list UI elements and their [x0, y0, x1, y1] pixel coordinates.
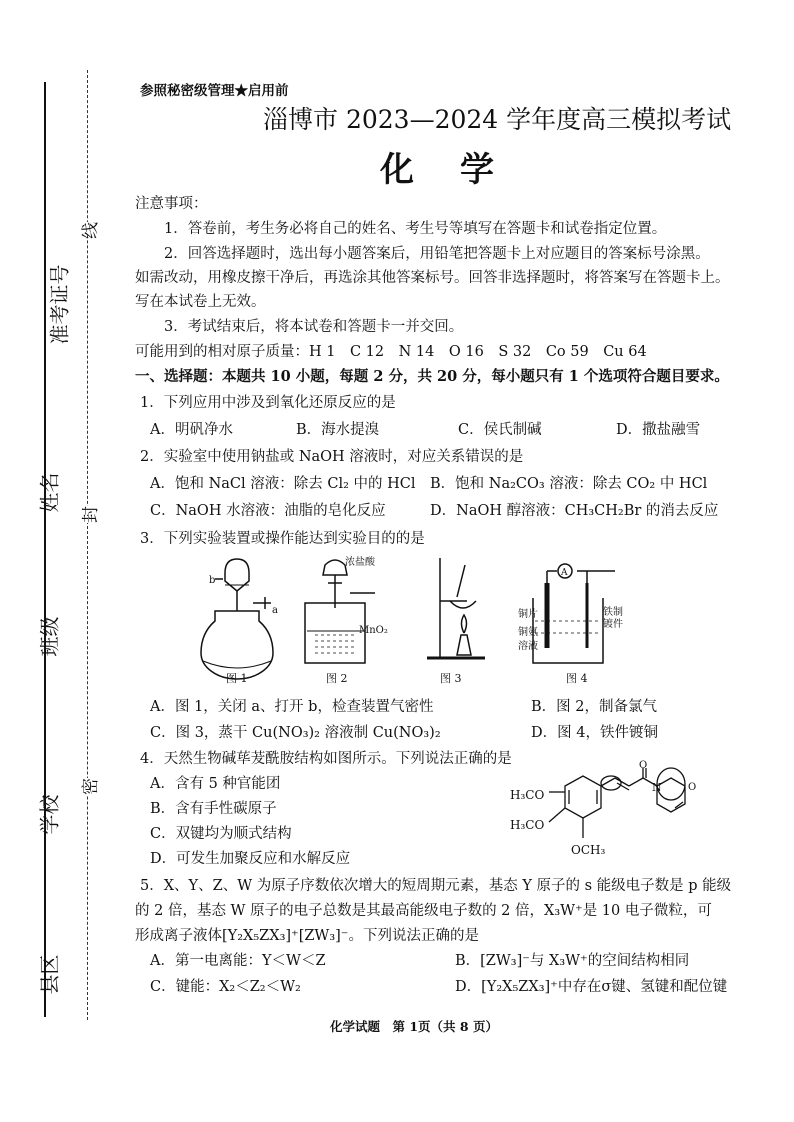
field-school-label: 学校 [37, 794, 62, 835]
binding-line [44, 82, 46, 1017]
q3-option-a: A．图 1，关闭 a、打开 b，检查装置气密性 [150, 699, 434, 715]
section-1-heading: 一、选择题：本题共 10 小题，每题 2 分，共 20 分，每小题只有 1 个选项符合题目要求。 [135, 368, 729, 385]
fig-label-4: 图 4 [566, 672, 588, 685]
q4-option-a: A．含有 5 种官能团 [150, 776, 281, 792]
fig4-label-iron1: 铁制 [603, 607, 623, 618]
page-footer: 化学试题 第 1页（共 8 页） [330, 1019, 498, 1034]
q5-option-c: C．键能：X₂＜Z₂＜W₂ [150, 979, 301, 995]
subject-title: 化 学 [380, 150, 500, 190]
struct-label-n: N [652, 781, 662, 794]
q3-option-c: C．图 3，蒸干 Cu(NO₃)₂ 溶液制 Cu(NO₃)₂ [150, 725, 441, 741]
notice-item-1: 1．答卷前，考生务必将自己的姓名、考生号等填写在答题卡和试卷指定位置。 [164, 221, 667, 237]
q5-option-d: D．[Y₂X₅ZX₃]⁺中存在σ键、氢键和配位键 [455, 979, 728, 995]
field-exam-number-label: 准考证号 [47, 264, 72, 345]
fig-label-3: 图 3 [440, 672, 462, 685]
struct-label-ome-1: H₃CO [510, 788, 545, 802]
fig1-label-b: b [209, 575, 216, 586]
atomic-mass: 可能用到的相对原子质量：H 1 C 12 N 14 O 16 S 32 Co 59 Cu 64 [135, 344, 647, 360]
fig3-apparatus [427, 558, 485, 658]
field-class-label: 班级 [37, 616, 62, 657]
q4-option-b: B．含有手性碳原子 [150, 801, 277, 817]
fig4-ammeter: A [561, 568, 568, 578]
notice-item-3: 3．考试结束后，将本试卷和答题卡一并交回。 [164, 319, 464, 335]
struct-label-o-2: O [688, 782, 697, 793]
fig2-label-acid: 浓盐酸 [345, 557, 375, 568]
q3-option-d: D．图 4，铁件镀铜 [531, 725, 658, 741]
q5-option-b: B．[ZW₃]⁻与 X₃W⁺的空间结构相同 [455, 953, 690, 969]
q2-option-c: C．NaOH 水溶液：油脂的皂化反应 [150, 503, 386, 519]
struct-label-ome-2: H₃CO [510, 818, 545, 832]
fig4-label-iron2: 镀件 [603, 619, 623, 630]
q4-option-c: C．双键均为顺式结构 [150, 826, 292, 842]
q5-line-3: 形成离子液体[Y₂X₅ZX₃]⁺[ZW₃]⁻。下列说法正确的是 [135, 928, 479, 944]
notice-item-2: 2．回答选择题时，选出每小题答案后，用铅笔把答题卡上对应题目的答案标号涂黑。 [164, 246, 710, 262]
fig-label-1: 图 1 [226, 672, 248, 685]
seal-mark-seal: 封 [76, 506, 101, 523]
secret-level: 参照秘密级管理★启用前 [140, 83, 289, 99]
q5-option-a: A．第一电离能：Y＜W＜Z [150, 953, 326, 969]
q5-line-2: 的 2 倍，基态 W 原子的电子总数是其最高能级电子数的 2 倍，X₃W⁺是 10 电子微粒，可 [135, 903, 712, 919]
exam-title: 淄博市 2023—2024 学年度高三模拟考试 [263, 105, 732, 134]
q1-option-a: A．明矾净水 [150, 422, 233, 438]
fig2-apparatus [305, 560, 375, 663]
q1-option-c: C．侯氏制碱 [458, 422, 542, 438]
fig4-label-solution1: 铜氨 [518, 627, 538, 638]
q2-option-d: D．NaOH 醇溶液：CH₃CH₂Br 的消去反应 [430, 503, 719, 519]
field-county-label: 县区 [37, 954, 62, 995]
fig2-label-mno2: MnO₂ [359, 625, 388, 636]
fig1-label-a: a [272, 605, 278, 616]
q1-option-d: D．撒盐融雪 [616, 422, 701, 438]
fig4-label-solution2: 溶液 [518, 641, 538, 652]
q3-apparatus-figures [195, 553, 635, 683]
struct-label-ome-3: OCH₃ [571, 843, 606, 857]
q1-stem: 1．下列应用中涉及到氧化还原反应的是 [140, 395, 396, 411]
q2-option-a: A．饱和 NaCl 溶液：除去 Cl₂ 中的 HCl [150, 476, 416, 492]
seal-dashed-line [87, 70, 88, 1020]
notice-item-2-end: 写在本试卷上无效。 [135, 294, 266, 310]
fig-label-2: 图 2 [326, 672, 348, 685]
q2-option-b: B．饱和 Na₂CO₃ 溶液：除去 CO₂ 中 HCl [430, 476, 708, 492]
notice-item-2-cont: 如需改动，用橡皮擦干净后，再选涂其他答案标号。回答非选择题时，将答案写在答题卡上。 [135, 270, 730, 286]
struct-label-o-1: O [639, 760, 648, 771]
notice-heading: 注意事项： [135, 196, 208, 212]
q3-option-b: B．图 2，制备氯气 [531, 699, 657, 715]
q4-option-d: D．可发生加聚反应和水解反应 [150, 851, 351, 867]
seal-mark-secret: 密 [76, 778, 101, 795]
q2-stem: 2．实验室中使用钠盐或 NaOH 溶液时，对应关系错误的是 [140, 449, 524, 465]
fig4-label-copper: 铜片 [518, 609, 538, 620]
seal-mark-line: 线 [76, 222, 101, 239]
field-name-label: 姓名 [37, 472, 62, 513]
q5-line-1: 5．X、Y、Z、W 为原子序数依次增大的短周期元素，基态 Y 原子的 s 能级电子数是 p 能级 [140, 878, 732, 894]
q1-option-b: B．海水提溴 [296, 422, 380, 438]
q3-stem: 3．下列实验装置或操作能达到实验目的的是 [140, 531, 425, 547]
q4-stem: 4．天然生物碱荜茇酰胺结构如图所示。下列说法正确的是 [140, 751, 512, 767]
q4-structure-figure [505, 760, 705, 860]
